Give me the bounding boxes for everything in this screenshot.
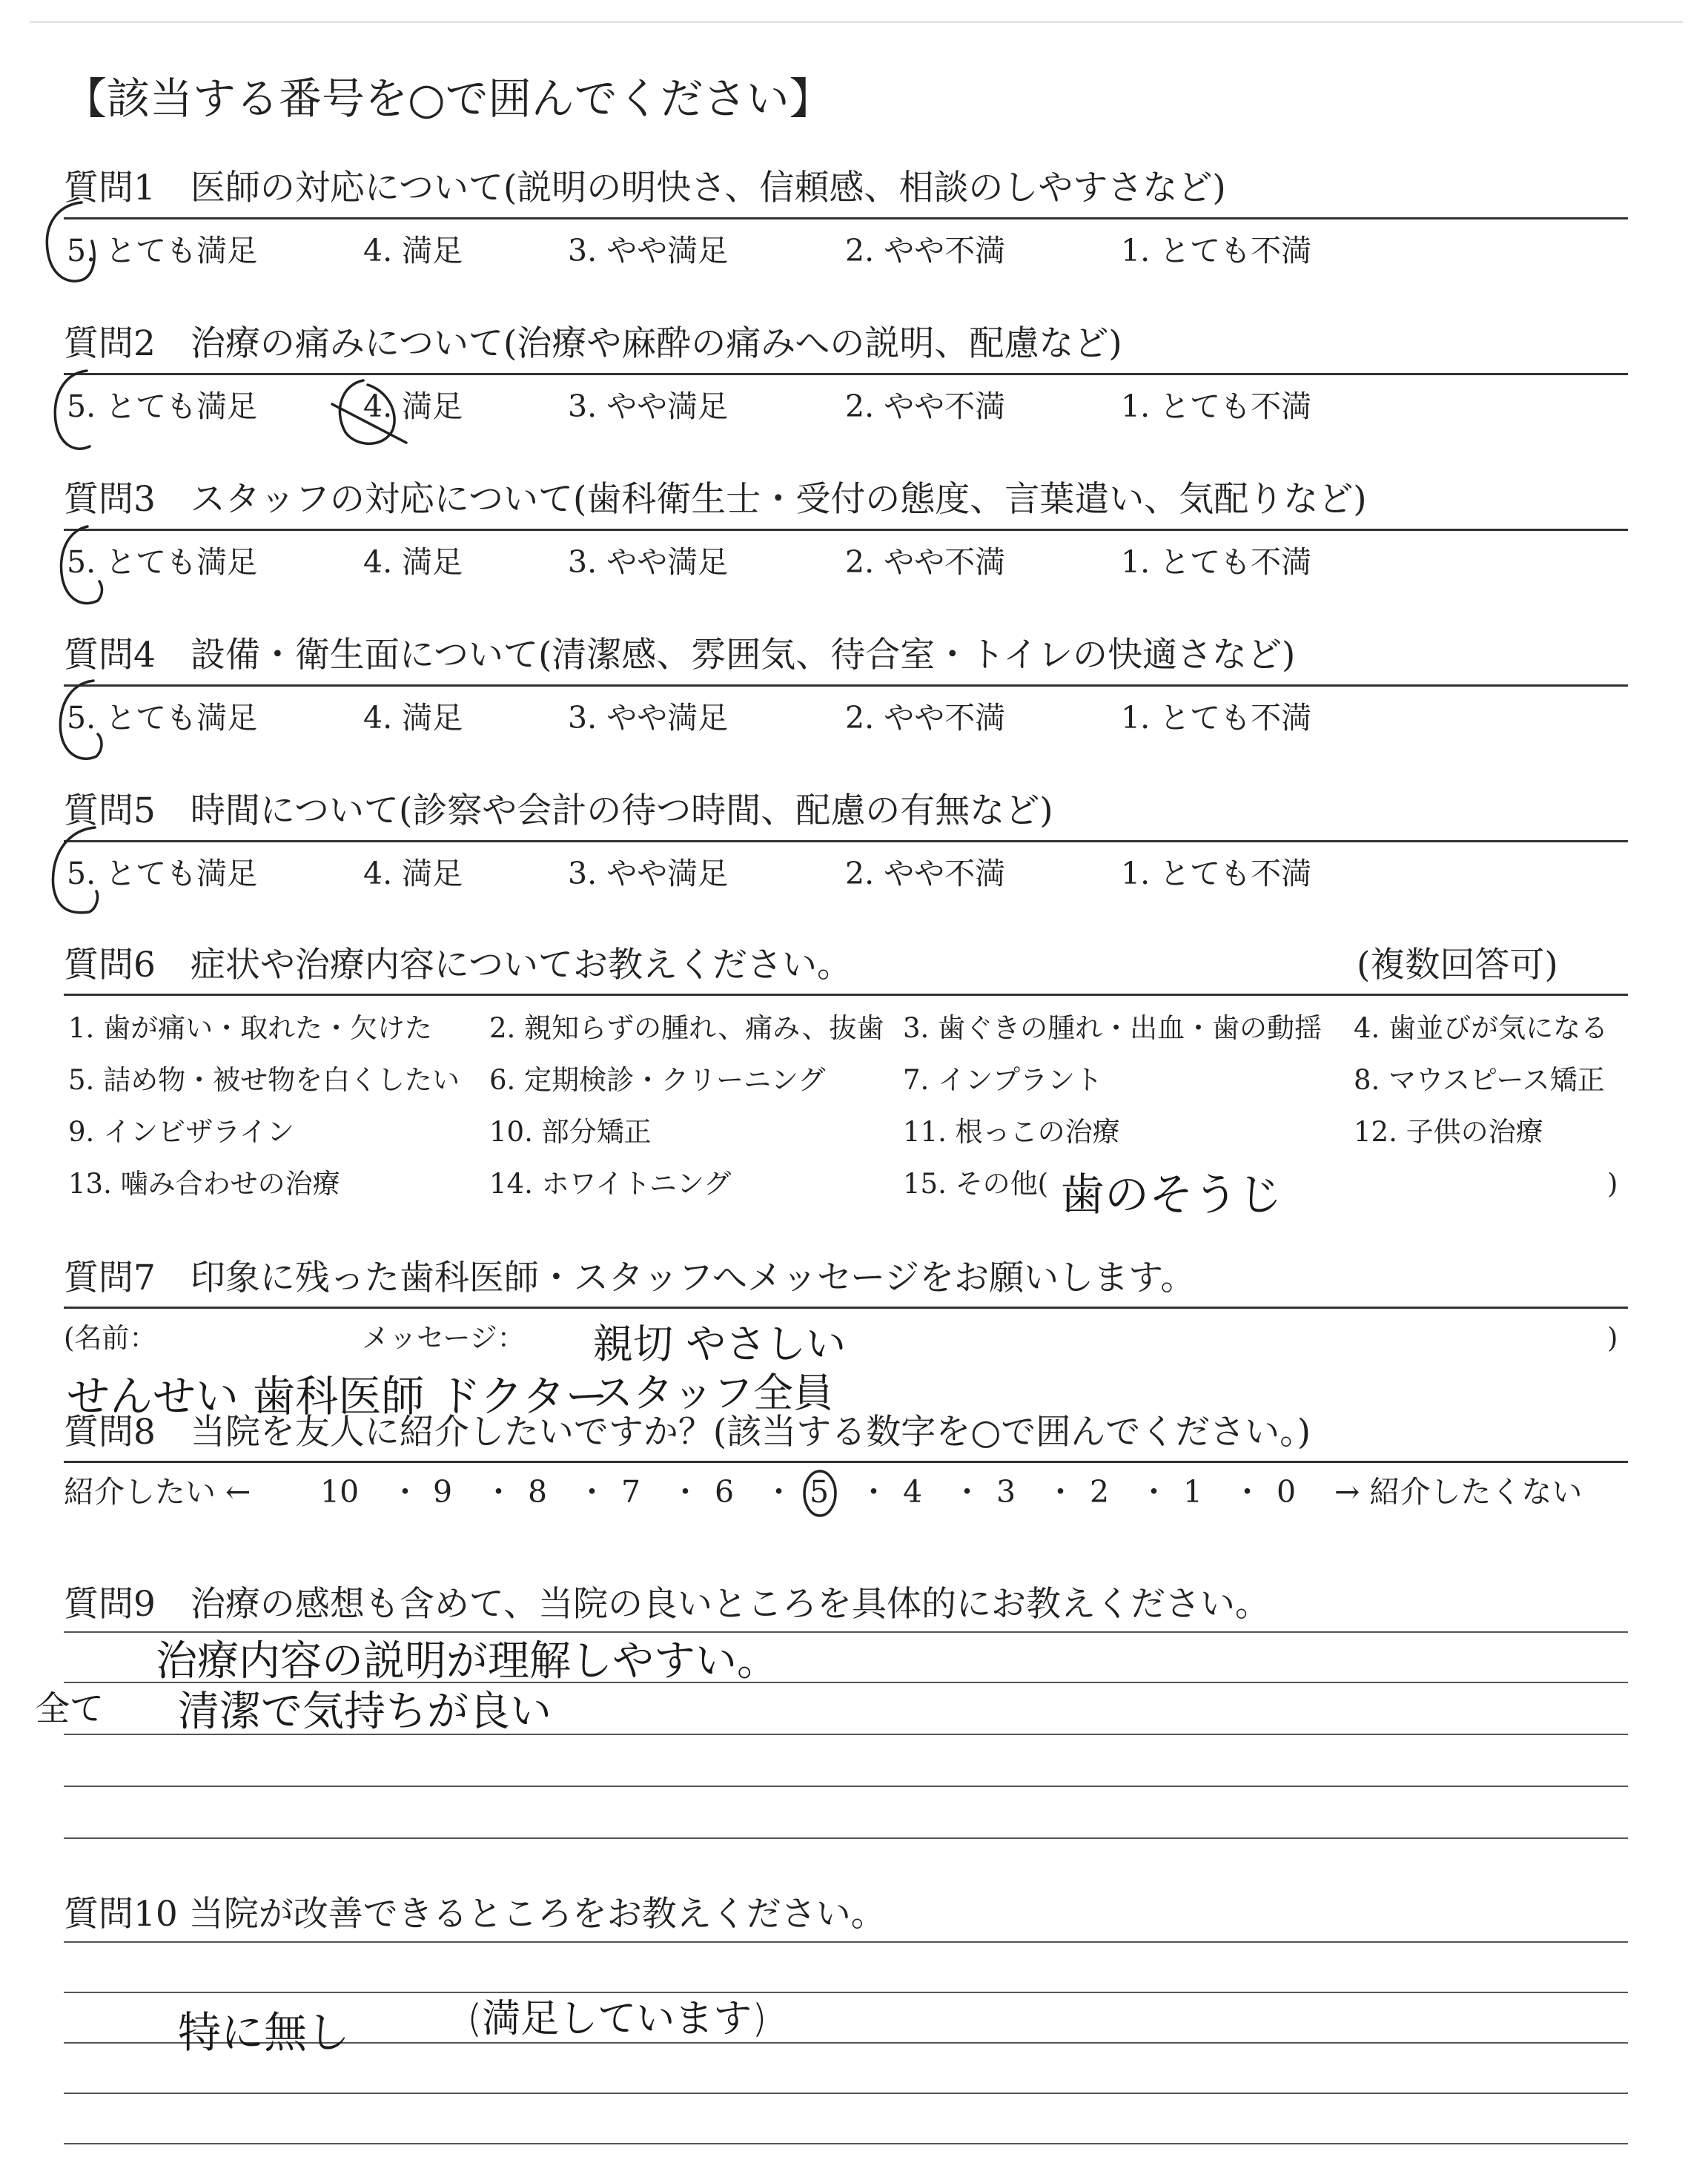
q6-item-7[interactable]: 7. インプラント (903, 1064, 1103, 1096)
q6-item-8[interactable]: 8. マウスピース矯正 (1354, 1064, 1605, 1096)
q6-item-11[interactable]: 11. 根っこの治療 (903, 1116, 1120, 1148)
page-top-edge (30, 21, 1683, 23)
q8-scale-4[interactable]: 4 (903, 1474, 923, 1510)
q6-item-13[interactable]: 13. 噛み合わせの治療 (68, 1168, 340, 1200)
q6-item-4[interactable]: 4. 歯並びが気になる (1354, 1012, 1609, 1044)
q5-selection-circle (37, 823, 119, 927)
q3-option-2[interactable]: 2. やや不満 (845, 544, 1006, 580)
q8-sep: ・ (1139, 1474, 1169, 1510)
question-4-title: 質問4 設備・衛生面について(清潔感、雰囲気、待合室・トイレの快適さなど) (64, 635, 1296, 676)
q6-item-10[interactable]: 10. 部分矯正 (489, 1116, 652, 1148)
q8-sep: ・ (483, 1474, 514, 1510)
q6-item-5[interactable]: 5. 詰め物・被せ物を白くしたい (68, 1064, 460, 1096)
question-3-title: 質問3 スタッフの対応について(歯科衛生士・受付の態度、言葉遣い、気配りなど) (64, 479, 1367, 520)
q4-option-4[interactable]: 4. 満足 (363, 700, 463, 736)
q1-option-4[interactable]: 4. 満足 (363, 233, 463, 268)
q2-option-3[interactable]: 3. やや満足 (568, 389, 729, 424)
q1-selection-circle (37, 196, 111, 293)
q6-other-close-paren: ) (1607, 1168, 1618, 1200)
q8-sep: ・ (577, 1474, 607, 1510)
question-5-rule (64, 840, 1628, 842)
q10-answer-line (64, 2093, 1628, 2094)
q3-option-1[interactable]: 1. とても不満 (1121, 544, 1312, 580)
q4-option-3[interactable]: 3. やや満足 (568, 700, 729, 736)
q5-option-4[interactable]: 4. 満足 (363, 856, 463, 891)
question-6-note: (複数回答可) (1357, 945, 1558, 985)
q6-item-14[interactable]: 14. ホワイトニング (489, 1168, 732, 1200)
q9-answer-line-2: 清潔で気持ちが良い (178, 1688, 552, 1736)
question-6-rule (64, 994, 1628, 996)
q10-answer-line (64, 1941, 1628, 1943)
q1-option-2[interactable]: 2. やや不満 (845, 233, 1006, 268)
q8-sep: ・ (764, 1474, 794, 1510)
q5-option-3[interactable]: 3. やや満足 (568, 856, 729, 891)
question-4-rule (64, 684, 1628, 687)
q3-option-4[interactable]: 4. 満足 (363, 544, 463, 580)
q2-option-5[interactable]: 5. とても満足 (67, 389, 258, 424)
q8-right-label: → 紹介したくない (1334, 1474, 1583, 1510)
q8-sep: ・ (1045, 1474, 1076, 1510)
q2-selection-circle (41, 363, 115, 460)
q6-other-answer: 歯のそうじ (1060, 1169, 1282, 1221)
q1-option-3[interactable]: 3. やや満足 (568, 233, 729, 268)
q3-selection-circle (44, 519, 119, 615)
q8-scale-3[interactable]: 3 (996, 1474, 1016, 1510)
q5-option-5[interactable]: 5. とても満足 (67, 856, 258, 891)
q7-message-label: メッセージ： (362, 1322, 525, 1354)
q8-sep: ・ (858, 1474, 889, 1510)
question-3-rule (64, 529, 1628, 531)
q10-answer-line (64, 1992, 1628, 1993)
q6-item-3[interactable]: 3. 歯ぐきの腫れ・出血・歯の動揺 (903, 1012, 1323, 1044)
q4-option-1[interactable]: 1. とても不満 (1121, 700, 1312, 736)
q8-sep: ・ (670, 1474, 701, 1510)
question-5-title: 質問5 時間について(診察や会計の待つ時間、配慮の有無など) (64, 790, 1053, 831)
q3-option-3[interactable]: 3. やや満足 (568, 544, 729, 580)
q9-answer-prefix: 全て (36, 1688, 104, 1728)
q8-scale-8[interactable]: 8 (528, 1474, 548, 1510)
q8-scale-1[interactable]: 1 (1183, 1474, 1203, 1510)
q2-option-1[interactable]: 1. とても不満 (1121, 389, 1312, 424)
q5-option-2[interactable]: 2. やや不満 (845, 856, 1006, 891)
question-8-title: 質問8 当院を友人に紹介したいですか？(該当する数字を○で囲んでください。) (64, 1412, 1311, 1453)
q10-answer: 特に無し (178, 2007, 351, 2058)
q6-item-1[interactable]: 1. 歯が痛い・取れた・欠けた (68, 1012, 433, 1044)
q6-item-12[interactable]: 12. 子供の治療 (1354, 1116, 1543, 1148)
q7-staff-answer: スタッフ全員 (593, 1370, 833, 1416)
q9-answer-line (64, 1786, 1628, 1787)
question-7-title: 質問7 印象に残った歯科医師・スタッフへメッセージをお願いします。 (64, 1258, 1196, 1298)
q7-message-answer: 親切 やさしい (593, 1321, 847, 1367)
q8-sep: ・ (390, 1474, 420, 1510)
q8-scale-9[interactable]: 9 (433, 1474, 453, 1510)
q8-scale-5[interactable]: 5 (810, 1474, 830, 1510)
q8-sep: ・ (1232, 1474, 1262, 1510)
q9-answer-line-1: 治療内容の説明が理解しやすい。 (156, 1637, 778, 1685)
q4-option-2[interactable]: 2. やや不満 (845, 700, 1006, 736)
q2-option-2[interactable]: 2. やや不満 (845, 389, 1006, 424)
q6-item-6[interactable]: 6. 定期検診・クリーニング (489, 1064, 826, 1096)
q3-option-5[interactable]: 5. とても満足 (67, 544, 258, 580)
q6-item-2[interactable]: 2. 親知らずの腫れ、痛み、抜歯 (489, 1012, 884, 1044)
question-6-title: 質問6 症状や治療内容についてお教えください。 (64, 945, 852, 985)
q8-scale-6[interactable]: 6 (715, 1474, 735, 1510)
question-2-rule (64, 373, 1628, 375)
q8-scale-10[interactable]: 10 (320, 1474, 360, 1510)
q8-selection-circle (799, 1468, 844, 1520)
q8-left-label: 紹介したい ← (64, 1474, 251, 1510)
q7-close-paren: ) (1607, 1322, 1618, 1354)
q8-scale-0[interactable]: 0 (1277, 1474, 1297, 1510)
page-heading: 【該当する番号を○で囲んでください】 (64, 73, 833, 124)
q2-crossout-mark (319, 374, 415, 456)
question-8-rule (64, 1461, 1628, 1463)
question-10-title: 質問10 当院が改善できるところをお教えください。 (64, 1894, 886, 1935)
q6-item-15[interactable]: 15. その他( (903, 1168, 1049, 1200)
q1-option-1[interactable]: 1. とても不満 (1121, 233, 1312, 268)
q10-answer-line (64, 2143, 1628, 2144)
q10-answer-paren: (満足しています) (467, 1997, 767, 2041)
question-1-rule (64, 217, 1628, 219)
q7-name-label: (名前： (64, 1322, 157, 1354)
question-1-title: 質問1 医師の対応について(説明の明快さ、信頼感、相談のしやすさなど) (64, 168, 1226, 208)
q2-option-4[interactable]: 4. 満足 (363, 389, 463, 424)
q8-scale-7[interactable]: 7 (621, 1474, 641, 1510)
q8-scale-2[interactable]: 2 (1090, 1474, 1110, 1510)
q4-selection-circle (44, 675, 119, 771)
q9-answer-line (64, 1837, 1628, 1839)
q7-name-answer: せんせい 歯科医師 ドクター (67, 1371, 609, 1421)
question-2-title: 質問2 治療の痛みについて(治療や麻酔の痛みへの説明、配慮など) (64, 323, 1122, 364)
question-7-rule (64, 1307, 1628, 1309)
q8-sep: ・ (952, 1474, 982, 1510)
q4-option-5[interactable]: 5. とても満足 (67, 700, 258, 736)
q5-option-1[interactable]: 1. とても不満 (1121, 856, 1312, 891)
q6-item-9[interactable]: 9. インビザライン (68, 1116, 294, 1148)
question-9-title: 質問9 治療の感想も含めて、当院の良いところを具体的にお教えください。 (64, 1584, 1270, 1625)
q1-option-5[interactable]: 5. とても満足 (67, 233, 258, 268)
